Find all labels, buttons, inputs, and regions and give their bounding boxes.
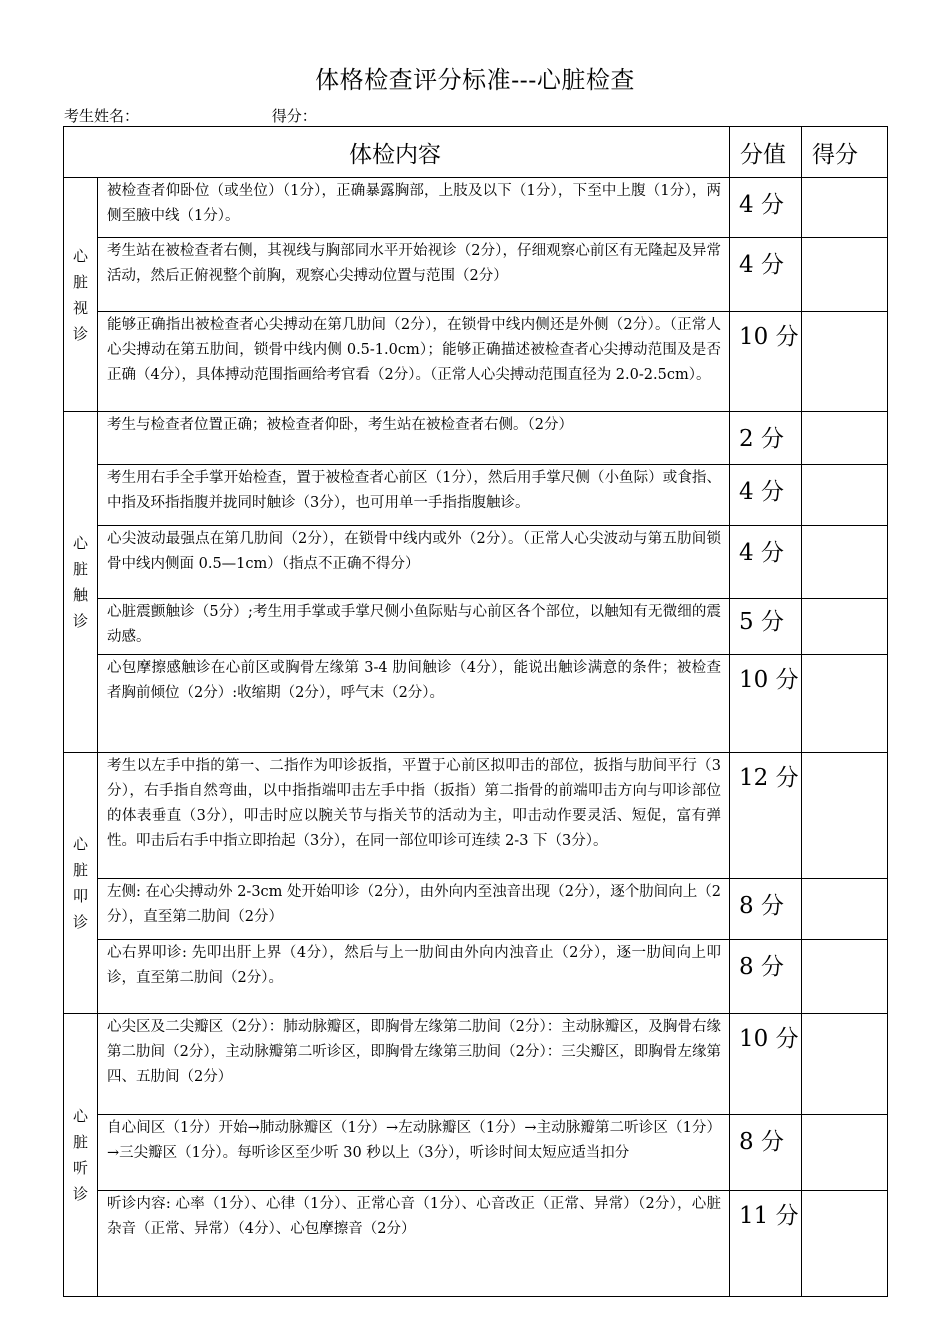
candidate-name-label: 考生姓名： [64,107,140,125]
table-row [64,940,888,1014]
item-text: 心尖区及二尖瓣区（2分）：肺动脉瓣区，即胸骨左缘第二肋间（2分）：主动脉瓣区，及胸骨右缘第二肋间（2分），主动脉瓣第二听诊区，即胸骨左缘第三肋间（2分）：三尖瓣区，即胸骨左缘第四、五肋间（2分） [98,1014,730,1115]
score-cell[interactable] [802,526,888,599]
item-points: 2 分 [730,412,802,465]
item-text: 考生站在被检查者右侧，其视线与胸部同水平开始视诊（2分），仔细观察心前区有无隆起及异常活动，然后正俯视整个前胸，观察心尖搏动位置与范围（2分） [98,238,730,312]
item-text: 被检查者仰卧位（或坐位）（1分），正确暴露胸部，上肢及以下（1分），下至中上腹（1分），两侧至腋中线（1分）。 [98,178,730,238]
item-points: 4 分 [730,526,802,599]
candidate-info [64,105,317,126]
item-points: 8 分 [730,940,802,1014]
table-header-row [64,127,888,178]
score-cell[interactable] [802,312,888,412]
score-cell[interactable] [802,879,888,940]
section-label-auscultation: 心脏听诊 [64,1014,98,1297]
score-cell[interactable] [802,753,888,879]
item-points: 4 分 [730,238,802,312]
table-row [64,465,888,526]
item-points: 4 分 [730,465,802,526]
section-label-percussion: 心脏叩诊 [64,753,98,1014]
table-row [64,178,888,238]
item-text: 心尖波动最强点在第几肋间（2分），在锁骨中线内或外（2分）。（正常人心尖波动与第五肋间锁骨中线内侧面 0.5—1cm）（指点不正确不得分） [98,526,730,599]
header-got: 得分 [802,127,888,178]
item-text: 能够正确指出被检查者心尖搏动在第几肋间（2分），在锁骨中线内侧还是外侧（2分）。（正常人心尖搏动在第五肋间，锁骨中线内侧 0.5-1.0cm）；能够正确描述被检查者心尖搏动范围及是否正确（4分），具体搏动范围指画给考官看（2分）。（正常人心尖搏动范围直径为 2.0-2.5cm）。 [98,312,730,412]
table-row [64,238,888,312]
table-row [64,312,888,412]
score-cell[interactable] [802,655,888,753]
total-score-label: 得分： [271,107,317,125]
item-text: 左侧: 在心尖搏动外 2-3cm 处开始叩诊（2分），由外向内至浊音出现（2分），逐个肋间向上（2分），直至第二肋间（2分） [98,879,730,940]
score-cell[interactable] [802,238,888,312]
item-text: 心右界叩诊: 先叩出肝上界（4分），然后与上一肋间由外向内浊音止（2分），逐一肋间向上叩诊，直至第二肋间（2分）。 [98,940,730,1014]
scoring-table [63,126,888,1297]
item-points: 8 分 [730,1115,802,1191]
item-text: 心脏震颤触诊（5分）;考生用手掌或手掌尺侧小鱼际贴与心前区各个部位，以触知有无微细的震动感。 [98,599,730,655]
header-score: 分值 [730,127,802,178]
item-points: 8 分 [730,879,802,940]
item-points: 11 分 [730,1191,802,1297]
item-text: 心包摩擦感触诊在心前区或胸骨左缘第 3-4 肋间触诊（4分），能说出触诊满意的条件；被检查者胸前倾位（2分）:收缩期（2分），呼气末（2分）。 [98,655,730,753]
table-row [64,1014,888,1115]
score-cell[interactable] [802,412,888,465]
table-row [64,1191,888,1297]
item-text: 考生与检查者位置正确；被检查者仰卧，考生站在被检查者右侧。（2分） [98,412,730,465]
page-title: 体格检查评分标准---心脏检查 [315,66,635,94]
section-label-inspection: 心脏视诊 [64,178,98,412]
table-row [64,599,888,655]
score-cell[interactable] [802,940,888,1014]
item-points: 4 分 [730,178,802,238]
item-text: 考生用右手全手掌开始检查，置于被检查者心前区（1分），然后用手掌尺侧（小鱼际）或食指、中指及环指指腹并拢同时触诊（3分），也可用单一手指指腹触诊。 [98,465,730,526]
table-row [64,526,888,599]
score-cell[interactable] [802,1191,888,1297]
score-cell[interactable] [802,465,888,526]
score-cell[interactable] [802,178,888,238]
table-row [64,753,888,879]
item-points: 10 分 [730,655,802,753]
score-cell[interactable] [802,1014,888,1115]
table-row [64,655,888,753]
table-row [64,879,888,940]
item-points: 12 分 [730,753,802,879]
item-text: 听诊内容: 心率（1分）、心律（1分）、正常心音（1分）、心音改正（正常、异常）（2分），心脏杂音（正常、异常）（4分）、心包摩擦音（2分） [98,1191,730,1297]
section-label-palpation: 心脏触诊 [64,412,98,753]
item-points: 5 分 [730,599,802,655]
item-points: 10 分 [730,1014,802,1115]
item-points: 10 分 [730,312,802,412]
table-row [64,412,888,465]
score-cell[interactable] [802,1115,888,1191]
item-text: 自心间区（1分）开始→肺动脉瓣区（1分）→左动脉瓣区（1分）→主动脉瓣第二听诊区（1分）→三尖瓣区（1分）。每听诊区至少听 30 秒以上（3分），听诊时间太短应适当扣分 [98,1115,730,1191]
score-cell[interactable] [802,599,888,655]
table-row [64,1115,888,1191]
item-text: 考生以左手中指的第一、二指作为叩诊扳指，平置于心前区拟叩击的部位，扳指与肋间平行（3分），右手指自然弯曲，以中指指端叩击左手中指（扳指）第二指骨的前端叩击方向与叩诊部位的体表垂直（3分），叩击时应以腕关节与指关节的活动为主，叩击动作要灵活、短促，富有弹性。叩击后右手中指立即抬起（3分），在同一部位叩诊可连续 2-3 下（3分）。 [98,753,730,879]
header-content: 体检内容 [64,127,730,178]
